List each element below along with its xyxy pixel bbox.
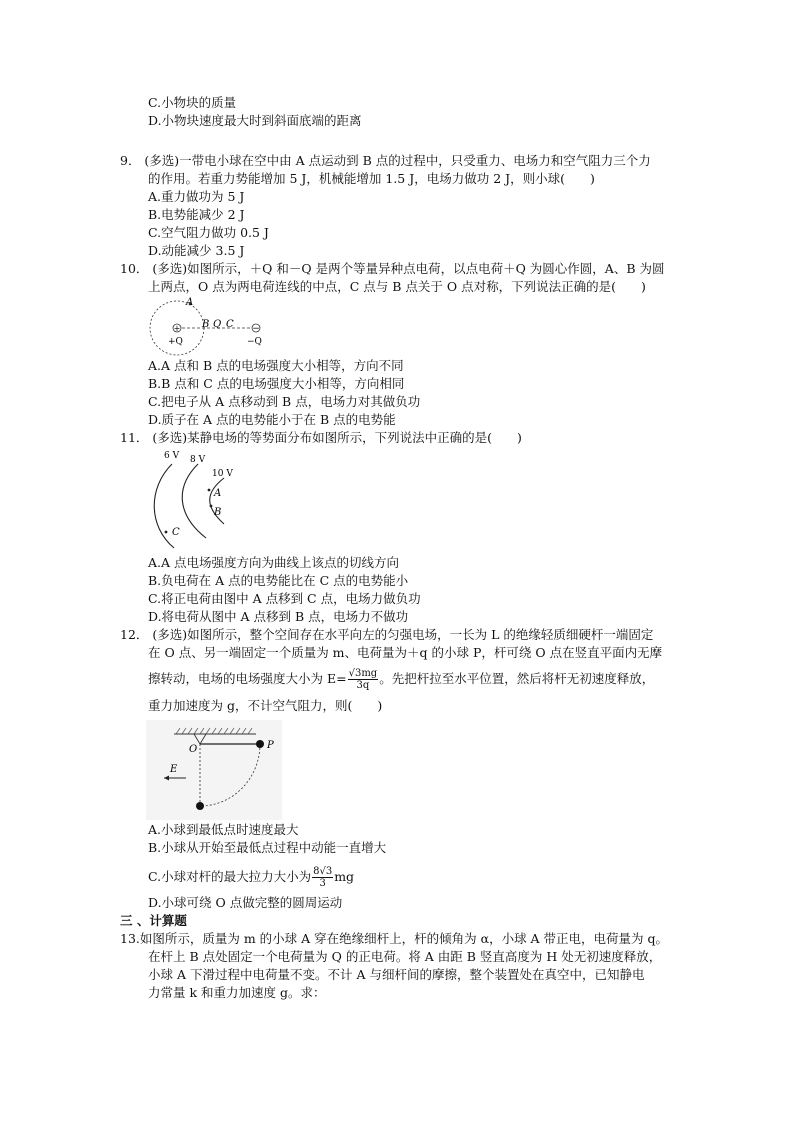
q11-option-a: A.A 点电场强度方向为曲线上该点的切线方向 bbox=[148, 555, 400, 570]
q11-option-d: D.将电荷从图中 A 点移到 B 点，电场力不做功 bbox=[148, 609, 409, 624]
q10-label-q: Q bbox=[213, 319, 222, 330]
q12-label-o: O bbox=[189, 744, 198, 755]
svg-text:+: + bbox=[173, 324, 181, 333]
q12-figure bbox=[146, 720, 282, 820]
q10-label-c: C bbox=[226, 319, 234, 330]
q12-option-b: B.小球从开始至最低点过程中动能一直增大 bbox=[148, 840, 387, 855]
q10-option-d: D.质子在 A 点的电势能小于在 B 点的电势能 bbox=[148, 412, 396, 427]
q12-stem-line1: 12． (多选)如图所示，整个空间存在水平向左的匀强电场，一长为 L 的绝缘轻质细硬杆一端固定 bbox=[120, 627, 654, 642]
q11-stem: 11． (多选)某静电场的等势面分布如图所示，下列说法中正确的是( ) bbox=[120, 430, 522, 445]
q11-figure bbox=[146, 446, 246, 552]
q11-option-b: B.负电荷在 A 点的电势能比在 C 点的电势能小 bbox=[148, 573, 409, 588]
q10-option-a: A.A 点和 B 点的电场强度大小相等，方向不同 bbox=[148, 358, 404, 373]
q12-option-a: A.小球到最低点时速度最大 bbox=[148, 822, 299, 837]
q10-label-b: B bbox=[202, 319, 210, 330]
q12-ball-initial bbox=[256, 740, 264, 748]
q12-option-c-text: C.小球对杆的最大拉力大小为 bbox=[148, 869, 312, 884]
q12-stem-line2: 在 O 点、另一端固定一个质量为 m、电荷量为＋q 的小球 P，杆可绕 O 点在竖直平面内无摩 bbox=[148, 645, 663, 660]
q9-option-b: B.电势能减少 2 J bbox=[148, 207, 245, 222]
q12-stem-line3 bbox=[148, 668, 654, 691]
q12-option-c-numerator: 8√3 bbox=[313, 866, 333, 877]
q11-label-c: C bbox=[172, 527, 180, 538]
q10-label-plus-q: +Q bbox=[168, 337, 183, 347]
q13-stem-line4: 力常量 k 和重力加速度 g。求： bbox=[148, 985, 326, 1000]
q12-label-e: E bbox=[170, 764, 178, 775]
q9-stem-line2: 的作用。若重力势能增加 5 J，机械能增加 1.5 J，电场力做功 2 J，则小球( ) bbox=[148, 171, 595, 186]
q10-option-b: B.B 点和 C 点的电场强度大小相等，方向相同 bbox=[148, 376, 405, 391]
q12-fraction-denominator: 3q bbox=[356, 680, 370, 691]
q9-stem-line1: 9． (多选)一带电小球在空中由 A 点运动到 B 点的过程中，只受重力、电场力和空气阻力三个力 bbox=[120, 153, 651, 168]
q11-label-8v: 8 V bbox=[190, 455, 206, 465]
q12-figure-background bbox=[146, 720, 282, 820]
q8-option-c: C.小物块的质量 bbox=[148, 95, 237, 110]
q12-ball-lowest bbox=[196, 802, 204, 810]
q12-option-c-unit: mg bbox=[334, 869, 355, 884]
q12-fraction-numerator: √3mg bbox=[348, 668, 378, 679]
q12-option-c bbox=[148, 866, 354, 889]
q9-option-c: C.空气阻力做功 0.5 J bbox=[148, 225, 269, 240]
q12-stem-line3-a: 擦转动，电场的电场强度大小为 E= bbox=[148, 671, 347, 686]
q13-stem-line1: 13.如图所示，质量为 m 的小球 A 穿在绝缘细杆上，杆的倾角为 α，小球 A 带正电，电荷量为 q。 bbox=[120, 931, 669, 946]
section-heading-calculation: 三 、计算题 bbox=[120, 913, 187, 928]
q10-stem-line1: 10． (多选)如图所示，＋Q 和－Q 是两个等量异种点电荷，以点电荷＋Q 为圆心作圆，A、B 为圆 bbox=[120, 261, 665, 276]
q10-label-minus-q: −Q bbox=[247, 337, 262, 347]
q12-option-c-denominator: 3 bbox=[319, 878, 326, 889]
q10-figure bbox=[146, 296, 276, 358]
q11-label-6v: 6 V bbox=[164, 451, 180, 461]
q12-stem-line4: 重力加速度为 g，不计空气阻力，则( ) bbox=[148, 698, 383, 713]
q11-label-10v: 10 V bbox=[212, 469, 233, 479]
svg-text:−: − bbox=[252, 324, 260, 334]
q11-label-b: B bbox=[214, 507, 222, 518]
q12-stem-line3-b: 。先把杆拉至水平位置，然后将杆无初速度释放， bbox=[379, 671, 655, 686]
q13-stem-line2: 在杆上 B 点处固定一个电荷量为 Q 的正电荷。将 A 由距 B 竖直高度为 H 处无初速度释放， bbox=[148, 949, 662, 964]
q13-stem-line3: 小球 A 下滑过程中电荷量不变。不计 A 与细杆间的摩擦，整个装置处在真空中，已知静电 bbox=[148, 967, 645, 982]
q10-label-a: A bbox=[186, 297, 194, 308]
q8-option-d: D.小物块速度最大时到斜面底端的距离 bbox=[148, 113, 362, 128]
q12-option-d: D.小球可绕 O 点做完整的圆周运动 bbox=[148, 895, 343, 910]
q9-option-d: D.动能减少 3.5 J bbox=[148, 243, 245, 258]
q9-option-a: A.重力做功为 5 J bbox=[148, 189, 245, 204]
q12-option-c-fraction bbox=[312, 866, 333, 889]
q12-field-fraction bbox=[348, 668, 379, 691]
q10-stem-line2: 上两点，O 点为两电荷连线的中点，C 点与 B 点关于 O 点对称，下列说法正确的是( ) bbox=[148, 279, 646, 294]
q11-curve-8v bbox=[182, 464, 206, 538]
q10-option-c: C.把电子从 A 点移动到 B 点，电场力对其做负功 bbox=[148, 394, 421, 409]
q11-label-a: A bbox=[214, 488, 222, 499]
q12-label-p: P bbox=[267, 740, 274, 751]
q11-option-c: C.将正电荷由图中 A 点移到 C 点，电场力做负功 bbox=[148, 591, 421, 606]
